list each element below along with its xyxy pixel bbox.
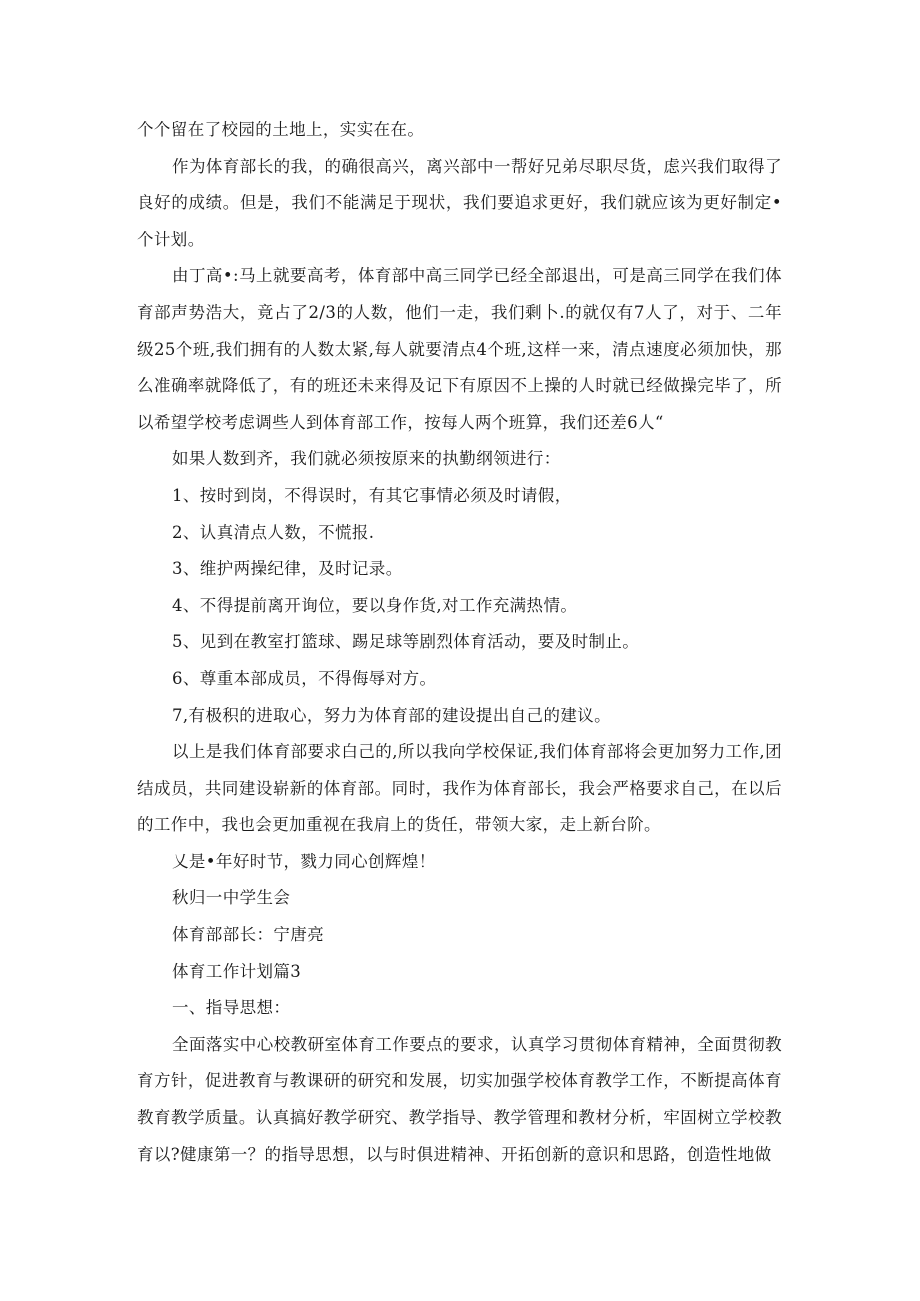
document-body	[137, 112, 782, 1173]
signature-organization: 秋归一中学生会	[172, 888, 291, 908]
list-item-rule-3: 3、维护两操纪律，及时记录。	[172, 559, 403, 579]
paragraph-minister-intro: 作为体育部长的我，的确很高兴，离兴部中一帮好兄弟尽职尽货，虑兴我们取得了良好的成绩。但是，我们不能满足于现状，我们要追求更好，我们就应该为更好制定•个计划。	[137, 156, 782, 249]
section-heading-guiding-thought: 一、指导思想：	[172, 998, 291, 1018]
list-item-rule-5: 5、见到在教室打篮球、踢足球等剧烈体育活动，要及时制止。	[172, 632, 640, 652]
list-item-rule-2: 2、认真清点人数，不慌报.	[172, 522, 375, 542]
list-item-rule-6: 6、尊重本部成员，不得侮辱对方。	[172, 668, 437, 688]
section-title: 体育工作计划篇3	[172, 961, 302, 981]
paragraph-staffing-issue: 由丁高•:马上就要高考，体育部中高三同学已经全部退出，可是高三同学在我们体育部声势浩大，竟占了2/3的人数，他们一走，我们剩卜.的就仅有7人了，对于、二年级25个班,我们拥有的人数太紧,每人就要清点4个班,这样一来，清点速度必须加快，那么准确率就降低了，有的班还未来得及记下有原因不上操的人时就已经做操完毕了，所以希望学校考虑调些人到体育部工作，按每人两个班算，我们还差6人“	[137, 266, 782, 432]
signature-minister: 体育部部长：宁唐亮	[172, 925, 325, 945]
list-item-rule-4: 4、不得提前离开询位，要以身作货,对工作充满热情。	[172, 595, 578, 615]
paragraph-guiding-thought: 全面落实中心校教研室体育工作要点的要求，认真学习贯彻体育精神，全面贯彻教育方针，促进教育与教课研的研究和发展，切实加强学校体育教学工作，不断提高体育教育教学质量。认真搞好教学研究、教学指导、教学管理和教材分析，牢固树立学校教育以?健康第一？的指导思想，以与时俱进精神、开拓创新的意识和思路，创造性地做	[137, 1034, 782, 1164]
paragraph-slogan: 乂是•年好时节，戮力同心创辉煌！	[172, 851, 436, 871]
paragraph-continuation: 个个留在了校园的土地上，实实在在。	[137, 120, 425, 139]
list-item-rule-1: 1、按时到岗，不得误时，有其它事情必须及时请假，	[172, 485, 572, 505]
paragraph-duty-rules-intro: 如果人数到齐，我们就必须按原来的执勤纲领进行：	[172, 449, 561, 469]
list-item-rule-7: 7,有极积的进取心，努力为体育部的建设提出自己的建议。	[172, 705, 612, 725]
paragraph-commitment: 以上是我们体育部要求白己的,所以我向学校保证,我们体育部将会更加努力工作,团结成员，共同建设崭新的体育部。同时，我作为体育部长，我会严格要求自己，在以后的工作中，我也会更加重视在我肩上的货任，带领大家，走上新台阶。	[137, 742, 782, 835]
